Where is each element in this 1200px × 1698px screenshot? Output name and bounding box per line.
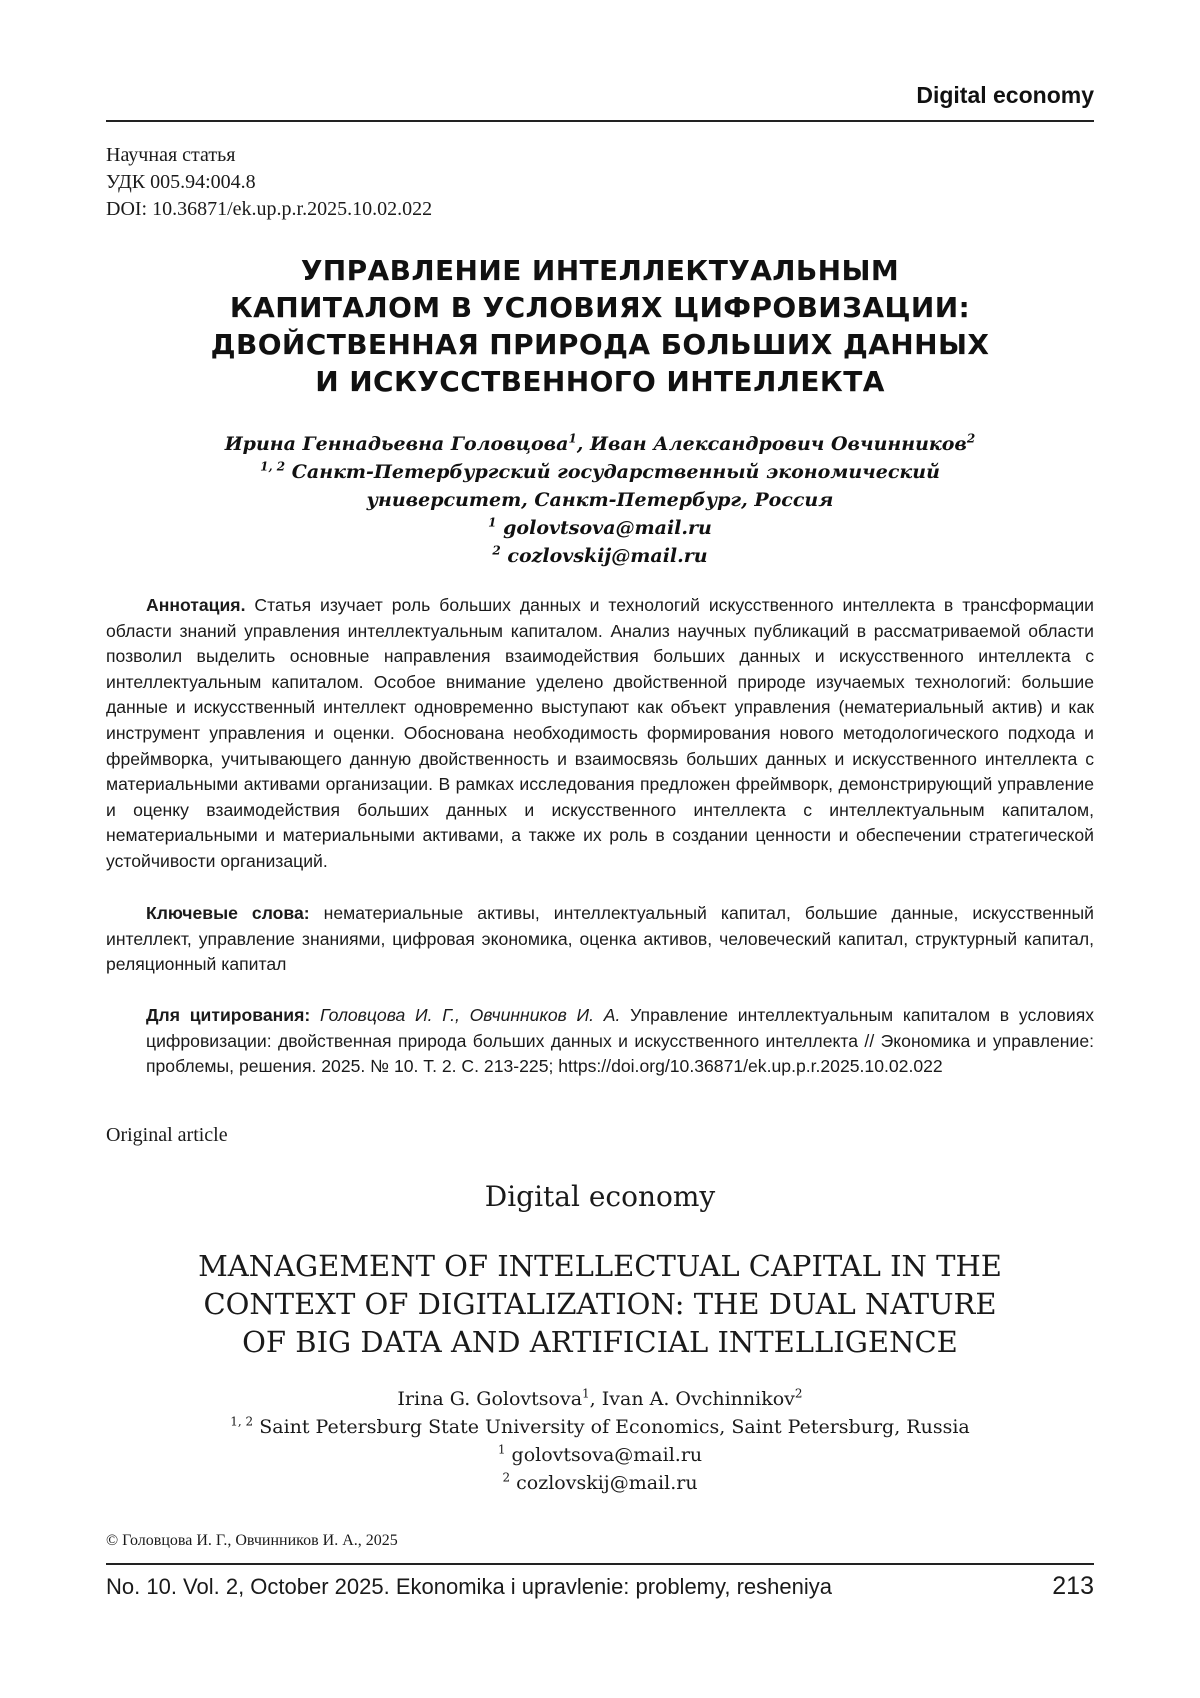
ru-title-line: ДВОЙСТВЕННАЯ ПРИРОДА БОЛЬШИХ ДАННЫХ [106, 326, 1094, 363]
en-author-1: Irina G. Golovtsova [397, 1388, 582, 1410]
ru-affiliation-sup: 1, 2 [260, 460, 285, 474]
ru-email-1-sup: 1 [488, 516, 496, 530]
ru-author-2-sup: 2 [967, 432, 975, 446]
en-email-1-text[interactable]: golovtsova@mail.ru [512, 1444, 703, 1466]
citation-doi-link[interactable]: https://doi.org/10.36871/ek.up.p.r.2025.10.02.022 [558, 1056, 942, 1076]
en-author-block [106, 1385, 1094, 1497]
ru-article-title [106, 252, 1094, 400]
en-title-line: OF BIG DATA AND ARTIFICIAL INTELLIGENCE [106, 1323, 1094, 1361]
citation-block [146, 1003, 1094, 1080]
en-email-2-sup: 2 [502, 1471, 510, 1485]
ru-title-line: УПРАВЛЕНИЕ ИНТЕЛЛЕКТУАЛЬНЫМ [106, 252, 1094, 289]
ru-title-line: И ИСКУССТВЕННОГО ИНТЕЛЛЕКТА [106, 363, 1094, 400]
en-email-1 [106, 1441, 1094, 1469]
article-meta [106, 142, 432, 223]
abstract-label: Аннотация. [146, 595, 245, 615]
keywords-label: Ключевые слова: [146, 903, 310, 923]
en-article-type: Original article [106, 1124, 228, 1147]
en-email-2-text[interactable]: cozlovskij@mail.ru [516, 1472, 697, 1494]
header-divider [106, 120, 1094, 122]
article-type: Научная статья [106, 142, 432, 169]
en-affiliation-text: Saint Petersburg State University of Economics, Saint Petersburg, Russia [259, 1416, 970, 1438]
en-article-title [106, 1247, 1094, 1361]
en-affiliation-line [106, 1413, 1094, 1441]
ru-email-1 [106, 514, 1094, 542]
citation-authors: Головцова И. Г., Овчинников И. А. [320, 1005, 620, 1025]
en-author-2: Ivan A. Ovchinnikov [602, 1388, 795, 1410]
ru-author-block [106, 430, 1094, 570]
en-authors-line [106, 1385, 1094, 1413]
ru-abstract [106, 593, 1094, 875]
en-email-2 [106, 1469, 1094, 1497]
footer-divider [106, 1563, 1094, 1565]
ru-authors-line [106, 430, 1094, 458]
udc-code: УДК 005.94:004.8 [106, 169, 432, 196]
keywords-text: нематериальные активы, интеллектуальный капитал, большие данные, искусственный интеллект, управление знаниями, цифровая экономика, оценка активов, человеческий капитал, структурный капитал, реляционный капитал [106, 903, 1094, 974]
copyright-notice: © Головцова И. Г., Овчинников И. А., 2025 [106, 1532, 398, 1550]
ru-author-2: Иван Александрович Овчинников [590, 433, 967, 455]
ru-affiliation-line-2: университет, Санкт-Петербург, Россия [106, 486, 1094, 514]
ru-email-2 [106, 542, 1094, 570]
ru-email-2-sup: 2 [492, 544, 500, 558]
ru-email-1-text[interactable]: golovtsova@mail.ru [503, 517, 712, 539]
citation-label: Для цитирования: [146, 1005, 310, 1025]
page-number: 213 [1052, 1572, 1094, 1601]
ru-authors-separator: , [577, 433, 590, 455]
en-author-2-sup: 2 [795, 1387, 803, 1401]
ru-keywords [106, 901, 1094, 978]
abstract-text: Статья изучает роль больших данных и технологий искусственного интеллекта в трансформации области знаний управления интеллектуальным капиталом. Анализ научных публикаций в рассматриваемой области позволил выделить основные направления взаимодействия больших данных и искусственного интеллекта с интеллектуальным капиталом. Особое внимание уделено двойственной природе изучаемых технологий: большие данные и искусственный интеллект одновременно выступают как объект управления (нематериальный актив) и как инструмент управления и оценки. Обоснована необходимость формирования нового методологического подхода и фреймворка, учитывающего данную двойственность и взаимосвязь больших данных и искусственного интеллекта с материальными активами организации. В рамках исследования предложен фреймворк, демонстрирующий управление и оценку взаимодействия больших данных и искусственного интеллекта с интеллектуальным капиталом, нематериальными и материальными активами, а также их роль в создании ценности и обеспечении стратегической устойчивости организаций. [106, 595, 1094, 871]
en-title-line: MANAGEMENT OF INTELLECTUAL CAPITAL IN THE [106, 1247, 1094, 1285]
ru-email-2-text[interactable]: cozlovskij@mail.ru [507, 545, 707, 567]
en-authors-separator: , [590, 1388, 602, 1410]
footer-journal-info: No. 10. Vol. 2, October 2025. Ekonomika i upravlenie: problemy, resheniya [106, 1574, 832, 1600]
en-author-1-sup: 1 [582, 1387, 590, 1401]
doi: DOI: 10.36871/ek.up.p.r.2025.10.02.022 [106, 196, 432, 223]
ru-author-1-sup: 1 [568, 432, 576, 446]
journal-page [0, 0, 1200, 1698]
ru-title-line: КАПИТАЛОМ В УСЛОВИЯХ ЦИФРОВИЗАЦИИ: [106, 289, 1094, 326]
ru-affiliation-text: Санкт-Петербургский государственный экономический [292, 461, 940, 483]
ru-author-1: Ирина Геннадьевна Головцова [225, 433, 569, 455]
en-email-1-sup: 1 [498, 1443, 506, 1457]
running-header-section: Digital economy [106, 82, 1094, 109]
en-rubric: Digital economy [106, 1180, 1094, 1213]
citation-text: Управление интеллектуальным капиталом в условиях цифровизации: двойственная природа больших данных и искусственного интеллекта // Экономика и управление: проблемы, решения. 2025. № 10. Т. 2. С. 213-225; [146, 1005, 1094, 1076]
en-affiliation-sup: 1, 2 [230, 1415, 253, 1429]
en-title-line: CONTEXT OF DIGITALIZATION: THE DUAL NATURE [106, 1285, 1094, 1323]
ru-affiliation-line [106, 458, 1094, 486]
